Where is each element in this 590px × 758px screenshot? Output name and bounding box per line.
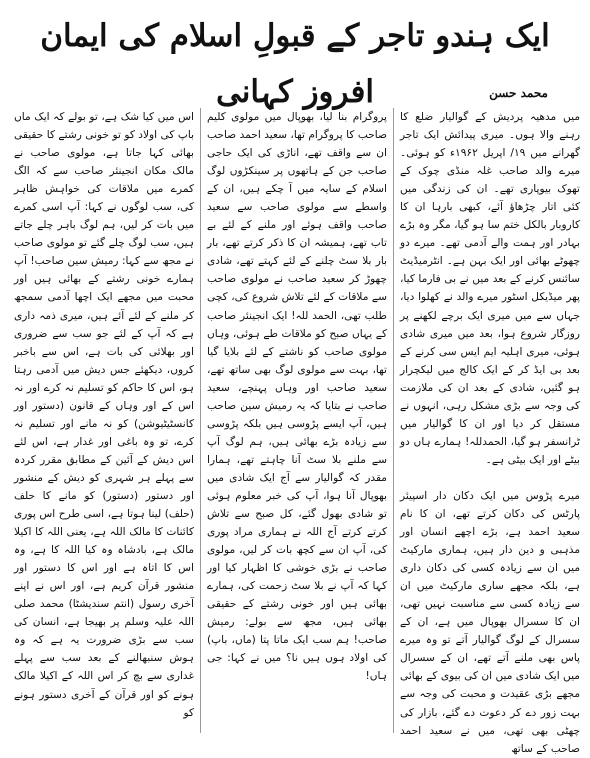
article-body [8, 108, 586, 755]
article-headline: ایک ہندو تاجر کے قبولِ اسلام کی ایمان افروز کہانی [40, 18, 550, 110]
column-3 [8, 108, 201, 733]
paragraph: اس میں کیا شک ہے، تو بولے کہ ایک ماں باپ کی اولاد کو تو خونی رشتے کا حقیقی بھائی کہا جاتا ہے، مولوی صاحب نے مالک مکان انجینئر صاحب سے کہ الگ کمرے میں ملاقات کی خواہش ظاہر کی، سب لوگوں نے کہا: آپ اسی کمرے میں بات کر لیں، ہم لوگ باہر چلے جاتے ہیں، سب لوگ چلے گئے تو مولوی صاحب نے مجھ سے کہا: رمیش سین صاحب! آپ ہمارے خونی رشتے کے بھائی ہیں اور محبت میں مجھے ایک اچھا آدمی سمجھ کر ملنے کے لئے آئے ہیں، میری ذمہ داری ہے کہ آپ کے لئے جو سب سے ضروری اور بھلائی کی بات ہے، اس سے باخبر کروں، دیکھئے جس دیش میں آدمی رہتا ہو، اس کا حاکم کو تسلیم نہ کرے اور نہ اس کے اور وہاں کے قانون (دستور اور کانسٹیٹیوشن) کو نہ مانے اور تسلیم نہ کرے، تو وہ باغی اور غدار ہے، اس لئے اس دیش کے آئین کے مطابق مقرر کردہ سے پہلے ہر شہری کو دیش کے منشور اور دستور (دستور) کو مانے کا حلف (حلف) لینا ہوتا ہے، اسی طرح اس پوری کائنات کا مالک اللہ ہے، یعنی اللہ کا اکیلا مالک ہے، بادشاہ وہ کیا اللہ کا ہے، وہ اس کا اتاہ ہے اور اس کا دستور اور منشور قرآن کریم ہے، اور اس نے اپنے آخری رسول (انتم سندیشٹا) محمد صلی اللہ علیہ وسلم پر بھیجا ہے، انسان کی سب سے بڑی ضرورت یہ ہے کہ وہ ہوش سنبھالنے کے بعد سب سے پہلے غداری سے بچ کر اس اللہ کے اکیلا مالک ہونے کو اور قرآن کے آخری دستور ہونے کو [14, 111, 194, 719]
column-2 [201, 108, 394, 733]
paragraph: میرے پڑوس میں ایک دکان دار اسپیئر پارٹس کی دکان کرتے تھے، ان کا نام سعید احمد ہے، بڑے اچھے انسان اور مذہبی و دین دار ہیں، ہماری مارکیٹ میں ان سے زیادہ کسی کی دکان داری ہے، بلکہ مجھے ساری مارکیٹ میں ان سے زیادہ کسی سے مناسبت نہیں تھی، ان کا سسرال بھوپال میں ہے، ان کے سسرال کے لوگ گوالیار آتے تو وہ میرے پاس بھی ملنے آتے تھے، ان کے سسرال میں ایک شادی میں ان کی بیوی کے بھائی مجھے بڑی عقیدت و محبت کی وجہ سے بہت زور دے کر دعوت دے گئے، بازار کی چھٹی بھی تھی، میں نے سعید احمد صاحب کے ساتھ [400, 489, 580, 755]
paragraph: میں مدھیہ پردیش کے گوالیار ضلع کا رہنے والا ہوں۔ میری پیدائش ایک تاجر گھرانے میں ۱۹/ اپریل ۱۹۶۲ء کو ہوئی۔ میرے والد صاحب غلہ منڈی چوک کے تھوک بیوپاری تھے۔ ان کی زندگی میں کئی اتار چڑھاؤ آئے، کبھی بارہا ان کا کاروبار بالکل ختم سا ہو گیا، مگر وہ بڑے بہادر اور ہمت والے آدمی تھے۔ میرے دو چھوٹے بھائی اور ایک بہن ہے۔ انٹرمیڈیٹ سائنس کرنے کے بعد میں نے بی فارما کیا، پھر میڈیکل اسٹور میرے والد نے کھلوا دیا، جہاں سے میں میری ایک برچے لکھنے پر روزگار شروع ہوا، بعد میں میری شادی ہوئی، میری اہلیہ ایم ایس سی کرنے کے بعد بی ایڈ کر کے ایک کالج میں لیکچرار ہو گئیں، شادی کے بعد ان کی ملازمت کی وجہ سے بڑی مشکل رہی، انہوں نے مستقل کر دیا اور ان کا گوالیار میں ٹرانسفر ہو گیا، الحمدللہ! ہمارے ہاں دو بیٹے اور ایک بیٹی ہے۔ [400, 111, 580, 466]
paragraph: پروگرام بنا لیا، بھوپال میں مولوی کلیم صاحب کا پروگرام تھا، سعید احمد صاحب ان سے واقف تھے، اناڑی کی ایک حاجی صاحب جن کے ہاتھوں پر سینکڑوں لوگ اسلام کے سایہ میں آ چکے ہیں، ان کے واسطے سے مولوی صاحب سے سعید صاحب واقف ہوئے اور ملنے کے لئے بے تاب تھے، ہمیشہ ان کا ذکر کرتے تھے، بار بار بلا سٹ چلنے کے لئے کہتے تھے، شادی چھوڑ کر سعید صاحب نے مولوی صاحب سے ملاقات کے لئے تلاش شروع کی، کچی طلب تھی، الحمد للہ! ایک انجینئر صاحب کے یہاں صبح کو ملاقات طے ہوئی، وہاں مولوی صاحب کو ناشتے کے لئے بلایا گیا تھا، بہت سے مولوی لوگ بھی ساتھ تھے، سعید صاحب اور وہاں پہنچے، سعید صاحب نے بتایا کہ یہ رمیش سین صاحب ہیں، آپ ایسے پڑوسی ہیں بلکہ پڑوسی سے زیادہ بڑے بھائی ہیں، ہم لوگ آپ سے ملنے بلا سٹ آنا چاہتے تھے، ہمارا مقدر کہ گوالیار سے آج ایک شادی میں بھوپال آنا ہوا، آپ کی خبر معلوم ہوئی تو شادی بھول گئے، کل صبح سے تلاش کرتے کرتے آج اللہ نے ہماری مراد پوری کی، آپ ان سے کچھ بات کر لیں، مولوی صاحب نے بڑی خوشی کا اظہار کیا اور کہا کہ آپ نے بلا سٹ زحمت کی، ہمارے بھائی ہیں اور خونی رشتے کے حقیقی بھائی ہیں، مجھ سے بولے: رمیش صاحب! ہم سب ایک ماتا پتا (ماں، باپ) کی اولاد ہوں ہیں نا؟ میں نے کہا: جی ہاں! [207, 111, 387, 683]
article-byline: محمد حسن [489, 86, 548, 100]
column-1 [394, 108, 586, 755]
